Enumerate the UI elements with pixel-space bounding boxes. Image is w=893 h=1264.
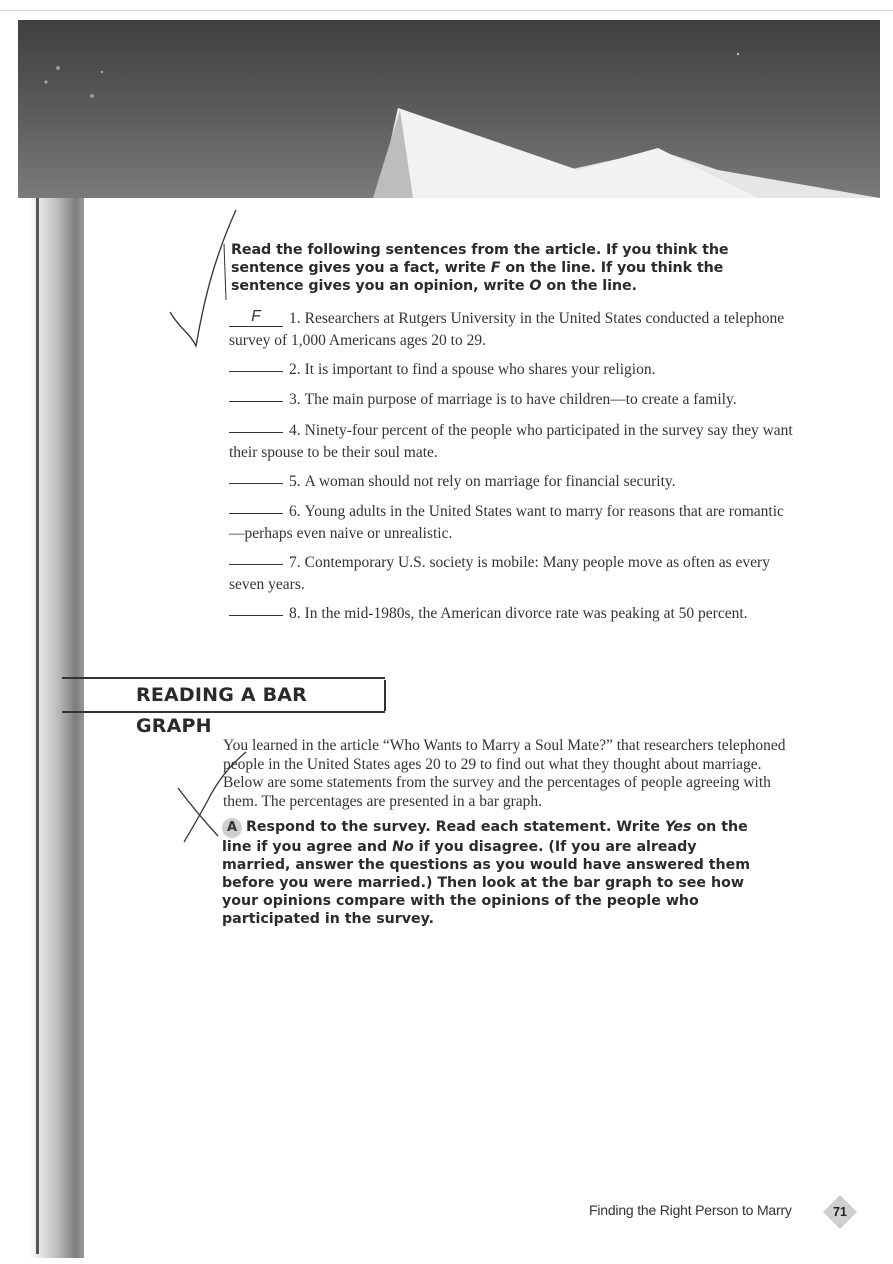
answer-blank[interactable] [229,548,283,565]
page-top-edge [0,10,893,11]
section-rule-top [62,677,385,679]
x-mark-stroke-1 [178,788,218,836]
exercise-item-6: 6. Young adults in the United States want to marry for reasons that are romantic—perhaps even naive or unrealistic. [229,499,795,545]
exercise-item-2: 2. It is important to find a spouse who shares your religion. [229,357,795,381]
answer-blank[interactable] [229,467,283,484]
section-heading: READING A BAR GRAPH [136,680,386,711]
activity-a-instructions: A Respond to the survey. Read each statement. Write Yes on the line if you agree and No if you disagree. (If you are already married, answer the questions as you would have answered them before you were married.) Then look at the bar graph to see how your opinions compare with the opinions of the people who participated in the survey. [222,819,750,927]
exercise-instructions: Read the following sentences from the article. If you think the sentence gives you a fact, write F on the line. If you think the sentence gives you an opinion, write O on the line. [231,242,729,294]
exercise-item-3: 3. The main purpose of marriage is to have children—to create a family. [229,387,795,411]
answer-blank[interactable] [229,355,283,372]
section-intro-paragraph: You learned in the article “Who Wants to Marry a Soul Mate?” that researchers telephoned people in the United States ages 20 to 29 to find out what they thought about marriage. Below are some statements from the survey and the percentages of people agreeing with them. The percentages are presented in a bar graph. [223,737,786,810]
book-binding-line [36,198,39,1254]
exercise-item-1: F 1. Researchers at Rutgers University in the United States conducted a telephone survey of 1,000 Americans ages 20 to 29. [229,308,785,349]
running-footer-title: Finding the Right Person to Marry [589,1202,792,1218]
exercise-item-4: 4. Ninety-four percent of the people who participated in the survey say they want their spouse to be their soul mate. [229,418,795,464]
paper-sheet-image [18,20,880,198]
answer-blank[interactable] [229,497,283,514]
checkmark-1 [170,210,236,346]
answer-blank[interactable] [229,599,283,616]
exercise-item-5: 5. A woman should not rely on marriage for financial security. [229,469,795,493]
header-photo [18,20,880,198]
activity-letter-badge: A [222,818,242,838]
answer-blank[interactable]: F [229,310,283,327]
page-number: 71 [833,1205,847,1219]
answer-blank[interactable] [229,385,283,402]
answer-blank[interactable] [229,416,283,433]
section-rule-bottom [62,711,385,713]
exercise-item-8: 8. In the mid-1980s, the American divorce rate was peaking at 50 percent. [229,601,795,625]
exercise-item-7: 7. Contemporary U.S. society is mobile: Many people move as often as every seven years. [229,550,795,596]
